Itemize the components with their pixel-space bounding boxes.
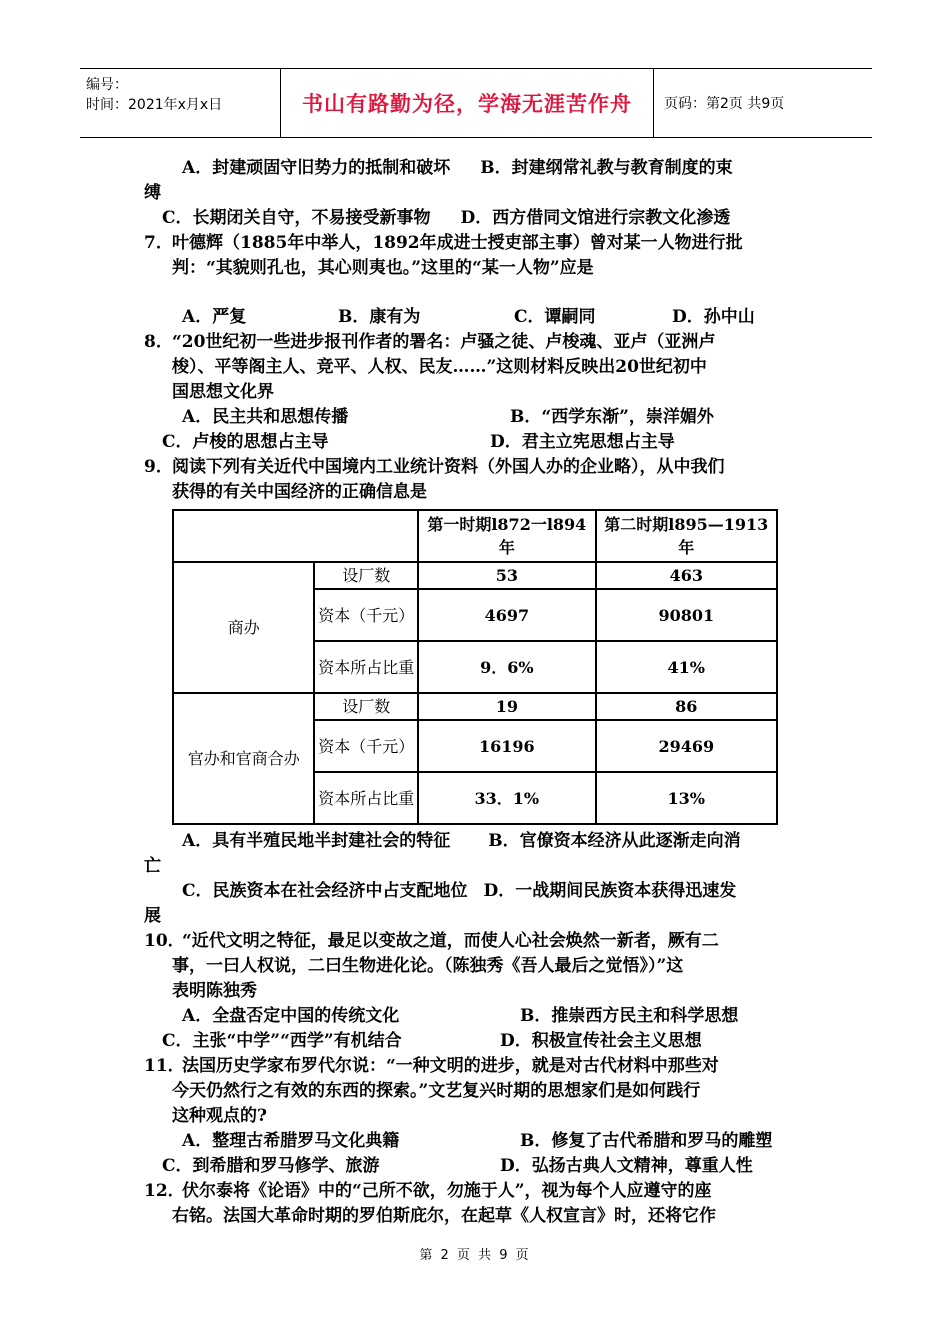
- q6-option-a: A．封建顽固守旧势力的抵制和破坏: [182, 158, 451, 178]
- q9-option-b: B．官僚资本经济从此逐渐走向消: [488, 831, 741, 851]
- q8-options-ab: [144, 405, 810, 430]
- table-cell: 9．6%: [418, 641, 595, 693]
- q10-number: 10．: [144, 931, 185, 951]
- q9-line2: 获得的有关中国经济的正确信息是: [172, 482, 427, 502]
- q6-option-b: B．封建纲常礼教与教育制度的束: [480, 158, 733, 178]
- q9-text1: 阅读下列有关近代中国境内工业统计资料（外国人办的企业略），从中我们: [172, 457, 725, 477]
- table-cell: 53: [418, 562, 595, 589]
- table-header-period2: 第二时期l895—1913年: [596, 510, 777, 562]
- q8-option-c: C．卢梭的思想占主导: [162, 432, 329, 452]
- q7-option-c: C．谭嗣同: [514, 307, 596, 327]
- table-row-label: 资本（千元）: [314, 720, 418, 772]
- q11-number: 11．: [144, 1056, 185, 1076]
- table-cell: 13%: [596, 772, 777, 824]
- q12-line1: [144, 1179, 810, 1204]
- q11-option-c: C．到希腊和罗马修学、旅游: [162, 1156, 380, 1176]
- q6-options-ab: [144, 156, 810, 181]
- q7-number: 7．: [144, 233, 173, 253]
- q9-option-b-wrap: 亡: [144, 856, 161, 876]
- date-label: 时间：2021年x月x日: [86, 97, 223, 113]
- q9-options-ab: [144, 829, 810, 854]
- table-header-period1: 第一时期l872一l894年: [418, 510, 595, 562]
- q10-option-c: C．主张“中学”“西学”有机结合: [162, 1031, 402, 1051]
- q9-options-cd: [144, 879, 810, 904]
- q10-line3: 表明陈独秀: [172, 981, 257, 1001]
- page-info: 页码：第2页 共9页: [664, 96, 785, 112]
- q10-option-b: B．推崇西方民主和科学思想: [520, 1006, 739, 1026]
- q9-line1: [144, 455, 810, 480]
- q12-number: 12．: [144, 1181, 185, 1201]
- table-header-row: [173, 510, 777, 562]
- table-cell: 29469: [596, 720, 777, 772]
- table-cell: 16196: [418, 720, 595, 772]
- header-meta: [80, 69, 280, 137]
- q8-line1: [144, 330, 810, 355]
- table-cell: 4697: [418, 589, 595, 641]
- q6-option-c: C．长期闭关自守，不易接受新事物: [162, 208, 431, 228]
- table-row-label: 资本（千元）: [314, 589, 418, 641]
- table-cell: 41%: [596, 641, 777, 693]
- q7-options: [144, 305, 810, 330]
- page-footer: 第 2 页 共 9 页: [419, 1248, 531, 1263]
- q10-options-ab: [144, 1004, 810, 1029]
- q6-option-b-wrap: 缚: [144, 183, 161, 203]
- table-cell: 90801: [596, 589, 777, 641]
- q9-option-d-wrap: 展: [144, 906, 161, 926]
- q7-option-a: A．严复: [182, 307, 247, 327]
- number-label: 编号：: [86, 77, 128, 93]
- q6-options-cd: [144, 206, 810, 231]
- q11-line3: 这种观点的?: [172, 1106, 267, 1126]
- motto: 书山有路勤为径，学海无涯苦作舟: [280, 69, 654, 137]
- table-row: [173, 693, 777, 720]
- q7-line1: [144, 231, 810, 256]
- table-row-label: 资本所占比重: [314, 772, 418, 824]
- q8-option-a: A．民主共和思想传播: [182, 407, 349, 427]
- q9-option-c: C．民族资本在社会经济中占支配地位: [182, 881, 468, 901]
- q8-options-cd: [144, 430, 810, 455]
- q11-text1: 法国历史学家布罗代尔说：“一种文明的进步，就是对古代材料中那些对: [182, 1056, 719, 1076]
- q10-line2: 事，一曰人权说，二曰生物进化论。（陈独秀《吾人最后之觉悟》）”这: [172, 956, 684, 976]
- q11-option-b: B．修复了古代希腊和罗马的雕塑: [520, 1131, 773, 1151]
- table-row-label: 资本所占比重: [314, 641, 418, 693]
- table-cell: 19: [418, 693, 595, 720]
- page-header: [80, 68, 872, 138]
- table-group-official: 官办和官商合办: [173, 693, 314, 824]
- q11-option-a: A．整理古希腊罗马文化典籍: [182, 1131, 400, 1151]
- q10-option-a: A．全盘否定中国的传统文化: [182, 1006, 400, 1026]
- statistics-table: [172, 509, 778, 825]
- table-row-label: 设厂数: [314, 562, 418, 589]
- q8-line3: 国思想文化界: [172, 382, 274, 402]
- q7-line2: 判：“其貌则孔也，其心则夷也。”这里的“某一人物”应是: [172, 258, 594, 278]
- q10-options-cd: [144, 1029, 810, 1054]
- q11-options-ab: [144, 1129, 810, 1154]
- table-cell: 33．1%: [418, 772, 595, 824]
- q8-option-b: B．“西学东渐”，崇洋媚外: [510, 407, 714, 427]
- table-row-label: 设厂数: [314, 693, 418, 720]
- exam-content: [144, 156, 810, 1229]
- q9-option-a: A．具有半殖民地半封建社会的特征: [182, 831, 451, 851]
- q11-options-cd: [144, 1154, 810, 1179]
- q10-line1: [144, 929, 810, 954]
- q8-text1: “20世纪初一些进步报刊作者的署名：卢骚之徒、卢梭魂、亚卢（亚洲卢: [172, 332, 716, 352]
- q10-option-d: D．积极宣传社会主义思想: [500, 1031, 702, 1051]
- q8-option-d: D．君主立宪思想占主导: [490, 432, 675, 452]
- q8-number: 8．: [144, 332, 173, 352]
- q6-option-d: D．西方借同文馆进行宗教文化渗透: [460, 208, 731, 228]
- q12-text1: 伏尔泰将《论语》中的“己所不欲，勿施于人”，视为每个人应遵守的座: [182, 1181, 712, 1201]
- table-group-private: 商办: [173, 562, 314, 693]
- q9-option-d: D．一战期间民族资本获得迅速发: [483, 881, 737, 901]
- q12-line2: 右铭。法国大革命时期的罗伯斯庇尔，在起草《人权宣言》时，还将它作: [172, 1206, 716, 1226]
- q11-line1: [144, 1054, 810, 1079]
- q7-option-b: B．康有为: [338, 307, 421, 327]
- q7-text1: 叶德辉（1885年中举人，1892年成进士授吏部主事）曾对某一人物进行批: [172, 233, 743, 253]
- table-cell: 86: [596, 693, 777, 720]
- table-corner: [173, 510, 418, 562]
- q11-option-d: D．弘扬古典人文精神，尊重人性: [500, 1156, 753, 1176]
- table-cell: 463: [596, 562, 777, 589]
- q10-text1: “近代文明之特征，最足以变故之道，而使人心社会焕然一新者，厥有二: [182, 931, 719, 951]
- table-row: [173, 562, 777, 589]
- q7-option-d: D．孙中山: [672, 307, 755, 327]
- q11-line2: 今天仍然行之有效的东西的探索。”文艺复兴时期的思想家们是如何践行: [172, 1081, 701, 1101]
- q9-number: 9．: [144, 457, 173, 477]
- q8-line2: 梭）、平等阁主人、竞平、人权、民友……”这则材料反映出20世纪初中: [172, 357, 707, 377]
